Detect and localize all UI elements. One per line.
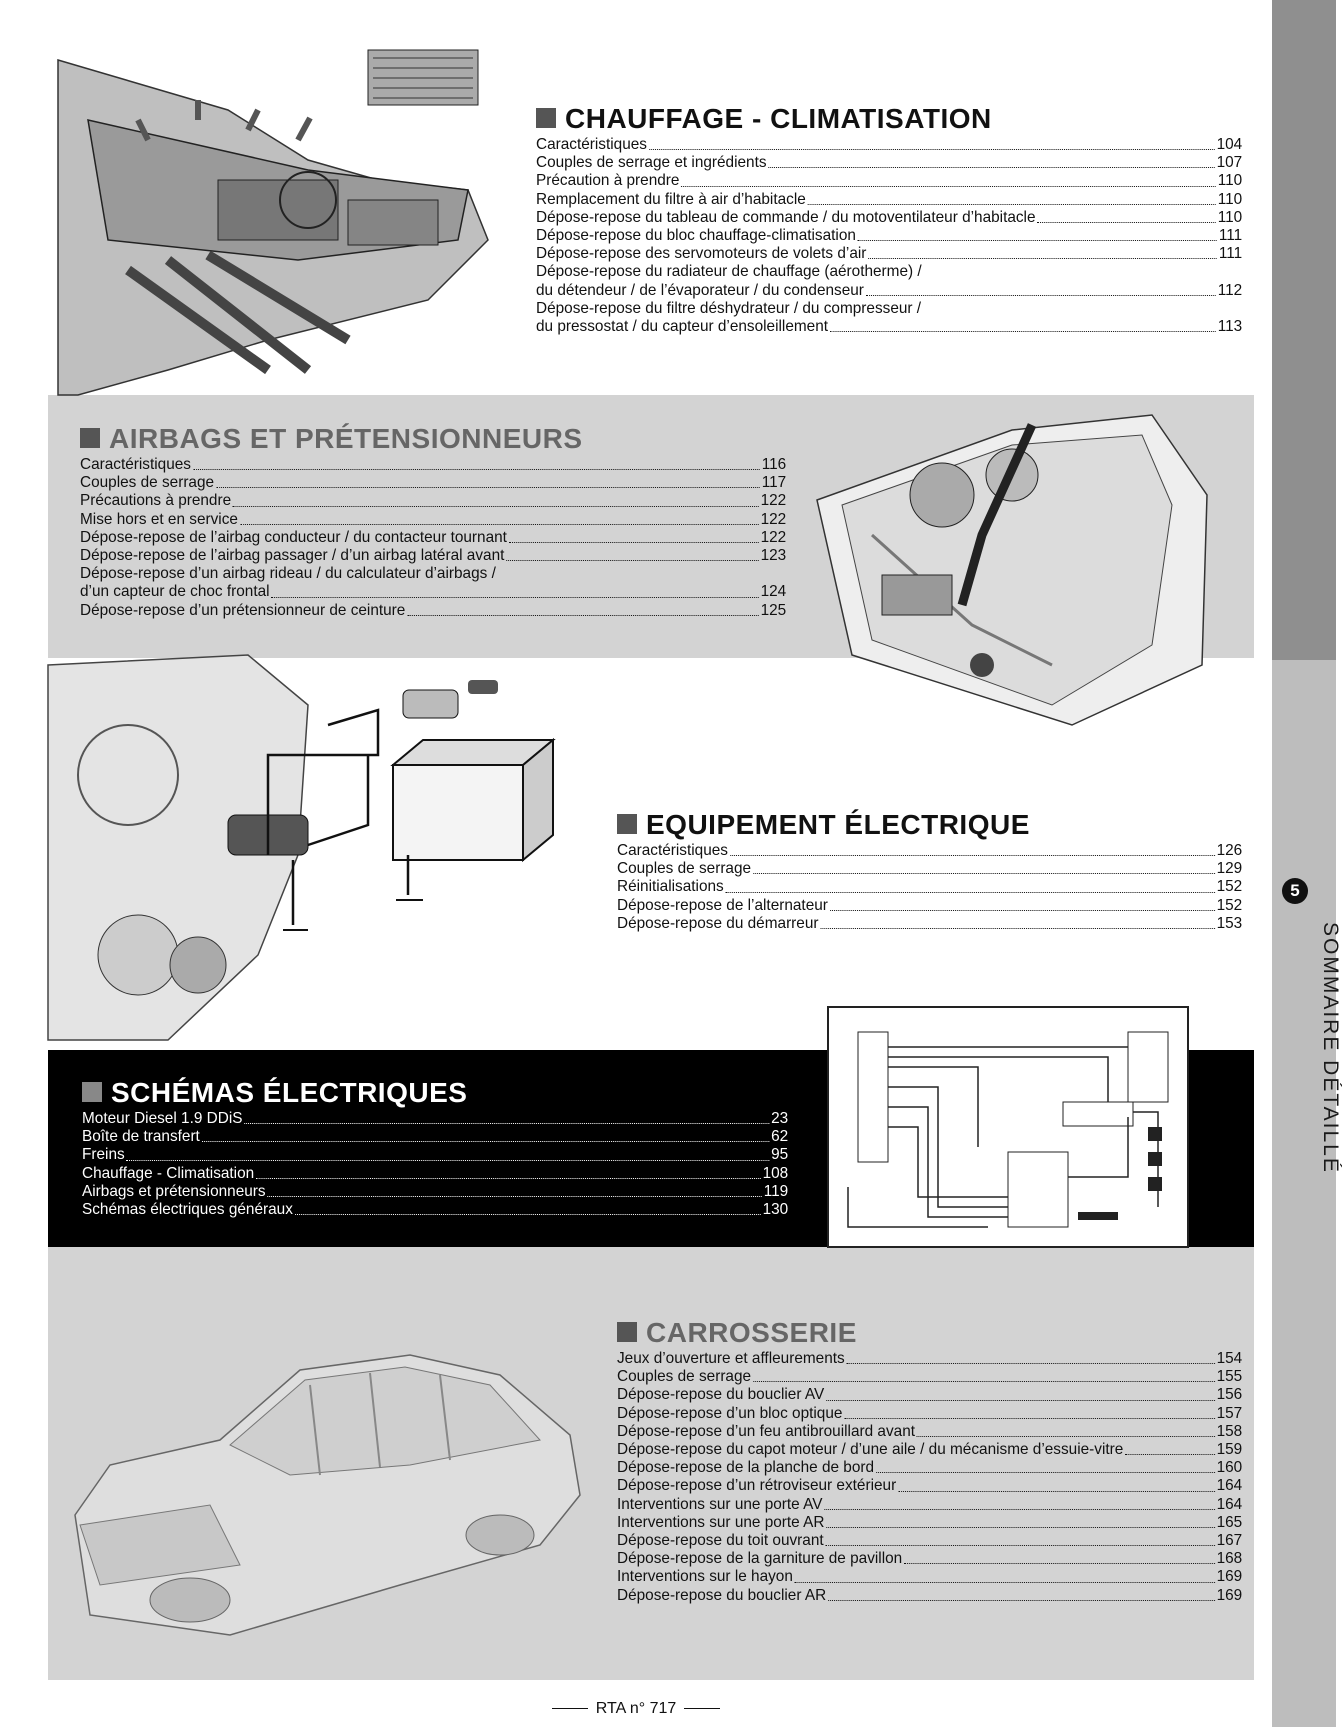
- section-title: EQUIPEMENT ÉLECTRIQUE: [617, 810, 1242, 840]
- toc-entry: [617, 1423, 1242, 1441]
- toc-entry-page: 116: [761, 456, 787, 473]
- toc-entry-page: 168: [1216, 1550, 1243, 1568]
- dot-leader: [256, 1178, 761, 1179]
- toc-entry-page: 110: [1217, 208, 1243, 226]
- toc-entry: [82, 1146, 788, 1164]
- square-bullet-icon: [536, 108, 556, 128]
- chapter-sidebar: [1272, 0, 1342, 1727]
- toc-entry: [536, 300, 1242, 318]
- square-bullet-icon: [617, 1322, 637, 1342]
- dot-leader: [830, 910, 1215, 911]
- toc-entry-page: 153: [1216, 914, 1243, 932]
- toc-entry-label: Dépose-repose des servomoteurs de volets d’air: [536, 245, 867, 263]
- toc-entry: [617, 1532, 1242, 1550]
- toc-entry-label: Mise hors et en service: [80, 510, 238, 528]
- toc-entry: [80, 547, 786, 565]
- toc-entry-label: Dépose-repose d’un airbag rideau / du calculateur d’airbags /: [80, 565, 496, 583]
- toc-entry-page: 111: [1218, 245, 1243, 263]
- toc-entry-page: 122: [760, 492, 787, 510]
- toc-entry-page: 155: [1216, 1368, 1243, 1386]
- dot-leader: [730, 855, 1215, 856]
- toc-entry-label: Airbags et prétensionneurs: [82, 1182, 266, 1200]
- dot-leader: [244, 1123, 769, 1124]
- toc-entry-page: 169: [1216, 1586, 1243, 1604]
- toc-entry-page: 111: [1218, 227, 1243, 245]
- footer-text: RTA n° 717: [595, 1700, 677, 1717]
- dot-leader: [1037, 222, 1215, 223]
- toc-entry: [617, 1459, 1242, 1477]
- toc-entry-label: Dépose-repose du toit ouvrant: [617, 1532, 824, 1550]
- toc-entry-label: Dépose-repose de la garniture de pavillon: [617, 1550, 903, 1568]
- toc-entry: [80, 474, 786, 492]
- dot-leader: [233, 506, 759, 507]
- engine-starter-illustration: [48, 655, 588, 1040]
- toc-entry-page: 113: [1217, 318, 1243, 336]
- section-title: CARROSSERIE: [617, 1318, 1242, 1348]
- toc-entry-page: 123: [760, 547, 787, 565]
- toc-entry: [617, 1550, 1242, 1568]
- toc-entry-label: Schémas électriques généraux: [82, 1201, 293, 1219]
- toc-entry-page: 169: [1216, 1568, 1243, 1586]
- section-carrosserie: [617, 1318, 1242, 1605]
- dot-leader: [795, 1582, 1215, 1583]
- footer-rule: [684, 1708, 720, 1709]
- square-bullet-icon: [617, 814, 637, 834]
- toc-entry-page: 165: [1216, 1513, 1243, 1531]
- toc-entry-label: Dépose-repose de la planche de bord: [617, 1459, 875, 1477]
- toc-entry-page: 159: [1216, 1441, 1243, 1459]
- toc-entry-label: Caractéristiques: [617, 842, 728, 859]
- toc-entry-label: Précautions à prendre: [80, 492, 232, 510]
- toc-entry-label: Freins: [82, 1146, 125, 1164]
- dot-leader: [826, 1545, 1215, 1546]
- wiring-diagram-thumbnail: [828, 1007, 1188, 1247]
- toc-entry-page: 160: [1216, 1459, 1243, 1477]
- toc-entry-label: du détendeur / de l’évaporateur / du condenseur: [536, 281, 864, 299]
- dot-leader: [506, 560, 758, 561]
- dot-leader: [726, 892, 1215, 893]
- dot-leader: [858, 240, 1217, 241]
- section-title: AIRBAGS ET PRÉTENSIONNEURS: [80, 424, 786, 454]
- toc-entry-label: Dépose-repose de l’airbag passager / d’un airbag latéral avant: [80, 547, 505, 565]
- toc-entry: [617, 1386, 1242, 1404]
- section-title: CHAUFFAGE - CLIMATISATION: [536, 104, 1242, 134]
- toc-entry-label: Interventions sur le hayon: [617, 1568, 793, 1586]
- toc-entry-page: 167: [1216, 1532, 1243, 1550]
- toc-entry-label: du pressostat / du capteur d’ensoleillement: [536, 318, 829, 336]
- toc-entry-page: 119: [763, 1182, 789, 1200]
- section-schemas-electriques: [82, 1078, 788, 1219]
- dot-leader: [830, 331, 1216, 332]
- dot-leader: [828, 1600, 1215, 1601]
- dot-leader: [826, 1400, 1215, 1401]
- dot-leader: [649, 149, 1215, 150]
- car-interior-airbag-illustration: [812, 405, 1212, 735]
- dot-leader: [681, 186, 1215, 187]
- dot-leader: [904, 1563, 1215, 1564]
- toc-entry-page: 117: [761, 474, 787, 492]
- toc-entry: [536, 191, 1242, 209]
- toc-entry: [617, 1368, 1242, 1386]
- toc-entry: [536, 227, 1242, 245]
- toc-entry: [536, 318, 1242, 336]
- toc-entry-label: Interventions sur une porte AR: [617, 1513, 825, 1531]
- dot-leader: [753, 1381, 1215, 1382]
- dot-leader: [917, 1436, 1215, 1437]
- dot-leader: [826, 1527, 1214, 1528]
- square-bullet-icon: [82, 1082, 102, 1102]
- toc-entry-label: Remplacement du filtre à air d’habitacle: [536, 190, 806, 208]
- dot-leader: [271, 597, 758, 598]
- dot-leader: [216, 487, 760, 488]
- dashboard-hvac-illustration: [48, 40, 558, 395]
- toc-entry-page: 104: [1216, 136, 1243, 153]
- toc-entry-label: Jeux d’ouverture et affleurements: [617, 1350, 845, 1367]
- toc-entry-page: 154: [1216, 1350, 1243, 1367]
- toc-entry: [82, 1110, 788, 1128]
- dot-leader: [898, 1491, 1215, 1492]
- dot-leader: [847, 1363, 1215, 1364]
- toc-entry-page: 156: [1216, 1386, 1243, 1404]
- toc-entry-label: Dépose-repose du capot moteur / d’une aile / du mécanisme d’essuie-vitre: [617, 1441, 1124, 1459]
- toc-entry-label: Dépose-repose du bouclier AR: [617, 1586, 827, 1604]
- chapter-vertical-title: SOMMAIRE DÉTAILLÉ: [1319, 922, 1342, 1174]
- toc-entry: [617, 1405, 1242, 1423]
- dot-leader: [808, 204, 1216, 205]
- toc-entry-label: Moteur Diesel 1.9 DDiS: [82, 1110, 243, 1127]
- toc-entry: [617, 1587, 1242, 1605]
- toc-entry-page: 164: [1216, 1477, 1243, 1495]
- toc-entry-label: Interventions sur une porte AV: [617, 1495, 823, 1513]
- toc-entry: [82, 1128, 788, 1146]
- toc-entry-page: 23: [771, 1110, 789, 1127]
- dot-leader: [127, 1160, 770, 1161]
- dot-leader: [844, 1418, 1214, 1419]
- toc-entry: [536, 263, 1242, 281]
- toc-entry-page: 124: [760, 583, 787, 601]
- section-chauffage: [536, 104, 1242, 336]
- dot-leader: [268, 1196, 762, 1197]
- toc-entry-page: 158: [1216, 1422, 1243, 1440]
- toc-entry: [82, 1165, 788, 1183]
- section-equipement-electrique: [617, 810, 1242, 933]
- toc-entry-page: 112: [1217, 281, 1243, 299]
- square-bullet-icon: [80, 428, 100, 448]
- car-body-illustration: [70, 1345, 590, 1645]
- footer-rule: [552, 1708, 588, 1709]
- chapter-number-badge: 5: [1282, 878, 1308, 904]
- toc-entry-page: 164: [1216, 1495, 1243, 1513]
- toc-entry: [82, 1183, 788, 1201]
- toc-entry-label: Dépose-repose d’un rétroviseur extérieur: [617, 1477, 897, 1495]
- toc-entry: [617, 878, 1242, 896]
- page-footer: [0, 1700, 1272, 1718]
- dot-leader: [820, 928, 1214, 929]
- toc-entry-page: 108: [762, 1164, 789, 1182]
- toc-entry-label: Couples de serrage: [617, 860, 752, 878]
- dot-leader: [753, 873, 1215, 874]
- toc-entry-page: 125: [760, 601, 787, 619]
- toc-entry-page: 126: [1216, 842, 1243, 859]
- toc-entry-page: 62: [771, 1128, 789, 1146]
- toc-entry-page: 130: [762, 1201, 789, 1219]
- toc-entry: [617, 1514, 1242, 1532]
- toc-entry-label: Dépose-repose du démarreur: [617, 914, 819, 932]
- toc-entry: [80, 583, 786, 601]
- toc-entry-label: Couples de serrage et ingrédients: [536, 154, 767, 172]
- toc-entry-label: Réinitialisations: [617, 878, 724, 896]
- toc-entry: [536, 245, 1242, 263]
- toc-entry: [617, 1568, 1242, 1586]
- toc-entry: [536, 172, 1242, 190]
- toc-entry-label: Caractéristiques: [80, 456, 191, 473]
- toc-entry: [617, 842, 1242, 860]
- dot-leader: [768, 167, 1214, 168]
- toc-entry: [536, 282, 1242, 300]
- dot-leader: [509, 542, 759, 543]
- toc-entry: [617, 897, 1242, 915]
- toc-entry-page: 152: [1216, 896, 1243, 914]
- dot-leader: [866, 295, 1216, 296]
- toc-entry: [536, 154, 1242, 172]
- toc-entry-label: Boîte de transfert: [82, 1128, 200, 1146]
- toc-entry: [536, 209, 1242, 227]
- dot-leader: [193, 469, 760, 470]
- toc-entry-page: 110: [1217, 172, 1243, 190]
- section-airbags: [80, 424, 786, 620]
- toc-entry: [80, 602, 786, 620]
- toc-entry-label: Précaution à prendre: [536, 172, 680, 190]
- toc-entry-label: Caractéristiques: [536, 136, 647, 153]
- toc-entry-label: Dépose-repose du bloc chauffage-climatisation: [536, 227, 856, 245]
- toc-entry-page: 122: [760, 528, 787, 546]
- toc-entry-label: Couples de serrage: [617, 1368, 752, 1386]
- toc-entry-page: 107: [1216, 154, 1243, 172]
- toc-entry: [617, 1477, 1242, 1495]
- toc-entry-label: Dépose-repose du filtre déshydrateur / du compresseur /: [536, 299, 922, 317]
- dot-leader: [1125, 1454, 1214, 1455]
- dot-leader: [876, 1472, 1215, 1473]
- toc-entry: [80, 529, 786, 547]
- toc-entry-label: Dépose-repose du bouclier AV: [617, 1386, 825, 1404]
- toc-entry: [617, 1496, 1242, 1514]
- toc-entry-label: Dépose-repose du radiateur de chauffage (aérotherme) /: [536, 263, 922, 281]
- toc-entry-page: 129: [1216, 860, 1243, 878]
- toc-entry-page: 122: [760, 510, 787, 528]
- toc-entry-label: Couples de serrage: [80, 474, 215, 492]
- dot-leader: [202, 1141, 769, 1142]
- toc-entry-label: Dépose-repose d’un feu antibrouillard avant: [617, 1422, 916, 1440]
- toc-entry: [80, 511, 786, 529]
- dot-leader: [868, 258, 1217, 259]
- dot-leader: [295, 1214, 761, 1215]
- toc-entry-label: Dépose-repose d’un prétensionneur de ceinture: [80, 601, 406, 619]
- toc-entry: [617, 1350, 1242, 1368]
- toc-entry: [617, 860, 1242, 878]
- toc-entry-label: Dépose-repose d’un bloc optique: [617, 1404, 843, 1422]
- toc-entry-label: Dépose-repose de l’airbag conducteur / du contacteur tournant: [80, 528, 507, 546]
- toc-entry: [82, 1201, 788, 1219]
- toc-entry: [80, 456, 786, 474]
- section-title: SCHÉMAS ÉLECTRIQUES: [82, 1078, 788, 1108]
- dot-leader: [240, 524, 759, 525]
- toc-entry: [617, 915, 1242, 933]
- toc-entry-page: 152: [1216, 878, 1243, 896]
- toc-entry-page: 157: [1216, 1404, 1243, 1422]
- toc-entry-label: Dépose-repose du tableau de commande / du motoventilateur d’habitacle: [536, 208, 1036, 226]
- toc-entry: [80, 492, 786, 510]
- toc-entry-page: 95: [771, 1146, 789, 1164]
- toc-entry: [617, 1441, 1242, 1459]
- dot-leader: [407, 615, 758, 616]
- toc-entry-label: d’un capteur de choc frontal: [80, 583, 270, 601]
- toc-entry-label: Dépose-repose de l’alternateur: [617, 896, 828, 914]
- toc-entry: [536, 136, 1242, 154]
- toc-entry-page: 110: [1217, 190, 1243, 208]
- toc-entry: [80, 565, 786, 583]
- dot-leader: [824, 1509, 1214, 1510]
- sidebar-dark-band: [1272, 0, 1336, 660]
- toc-entry-label: Chauffage - Climatisation: [82, 1164, 255, 1182]
